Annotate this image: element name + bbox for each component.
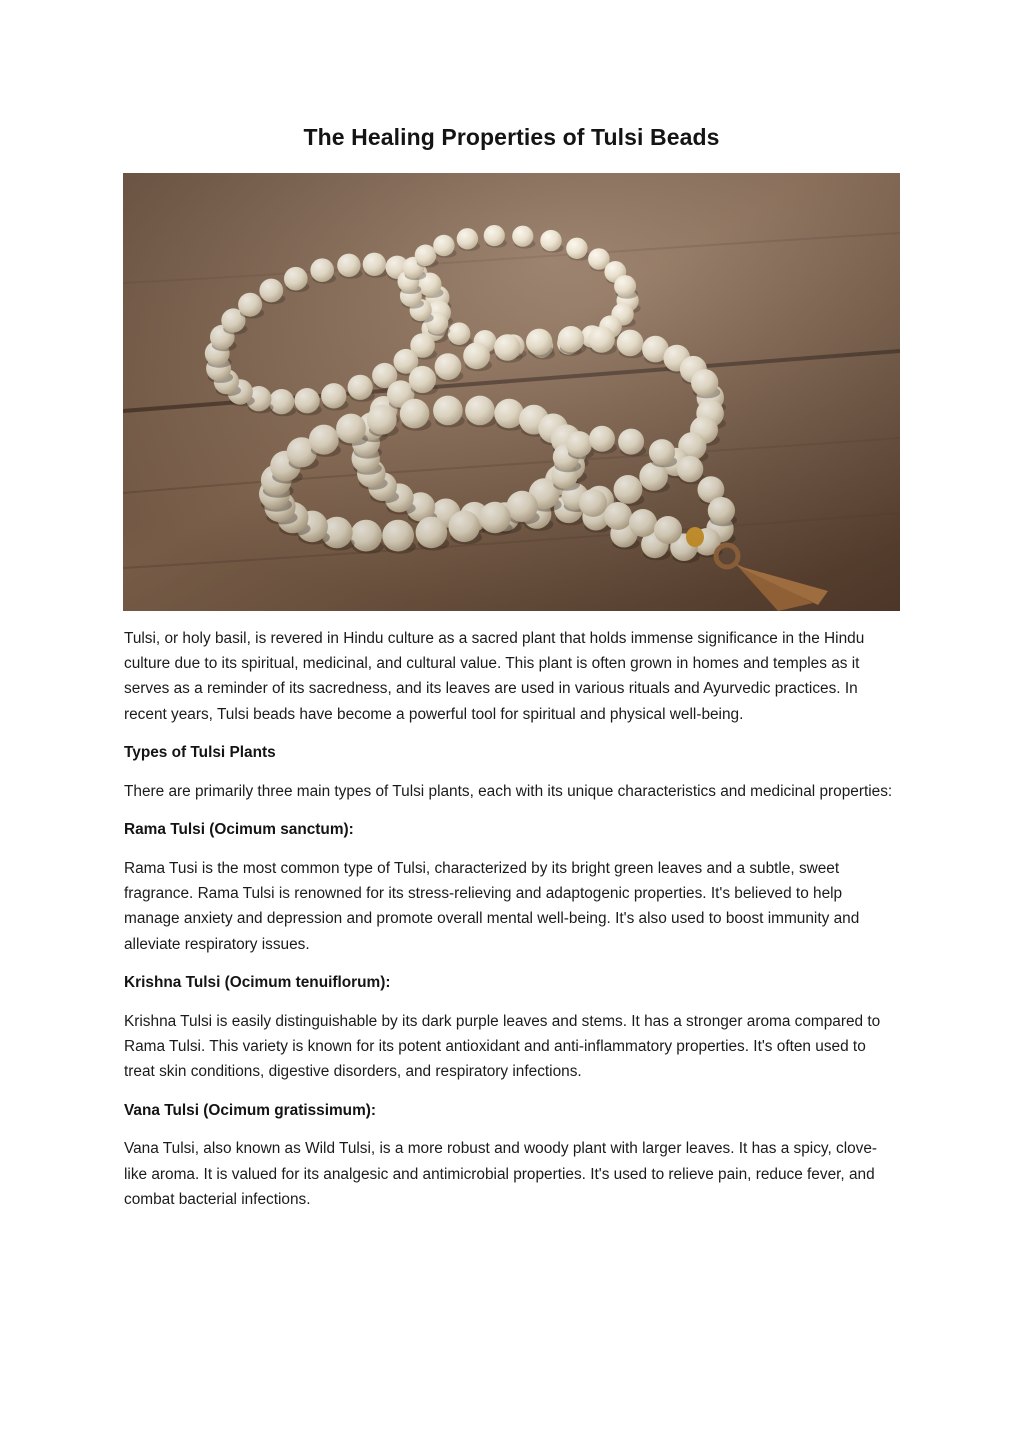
- tulsi-beads-photo: [123, 173, 900, 611]
- rama-tulsi-paragraph: Rama Tusi is the most common type of Tulsi, characterized by its bright green leaves and a subtle, sweet fragrance. Rama Tulsi is renowned for its stress-relieving and adaptogenic properties. It's believed to help manage anxiety and depression and promote overall mental well-being. It's also used to boost immunity and alleviate respiratory issues.: [124, 859, 860, 953]
- vana-tulsi-heading: Vana Tulsi (Ocimum gratissimum):: [124, 1101, 377, 1119]
- article-body: [124, 626, 900, 1225]
- rama-tulsi-heading: Rama Tulsi (Ocimum sanctum):: [124, 821, 354, 839]
- intro-paragraph: Tulsi, or holy basil, is revered in Hindu culture as a sacred plant that holds immense significance in the Hindu culture due to its spiritual, medicinal, and cultural value. This plant is often grown in homes and temples as it serves as a reminder of its sacredness, and its leaves are used in various rituals and Ayurvedic practices. In recent years, Tulsi beads have become a powerful tool for spiritual and physical well-being.: [124, 630, 865, 723]
- vana-tulsi-paragraph: Vana Tulsi, also known as Wild Tulsi, is a more robust and woody plant with larger leaves. It has a spicy, clove-like aroma. It is valued for its analgesic and antimicrobial properties. It's used to relieve pain, reduce fever, and combat bacterial infections.: [124, 1140, 878, 1208]
- photo-lighting-overlay: [123, 173, 900, 611]
- document-title: The Healing Properties of Tulsi Beads: [303, 124, 720, 150]
- types-intro-paragraph: There are primarily three main types of Tulsi plants, each with its unique characteristics and medicinal properties:: [124, 782, 893, 800]
- krishna-tulsi-paragraph: Krishna Tulsi is easily distinguishable by its dark purple leaves and stems. It has a stronger aroma compared to Rama Tulsi. This variety is known for its potent antioxidant and anti-inflammatory properties. It's often used to treat skin conditions, digestive disorders, and respiratory infections.: [124, 1012, 881, 1081]
- types-heading: Types of Tulsi Plants: [124, 744, 276, 762]
- krishna-tulsi-heading: Krishna Tulsi (Ocimum tenuiflorum):: [124, 974, 391, 992]
- tulsi-beads-illustration: [123, 173, 900, 611]
